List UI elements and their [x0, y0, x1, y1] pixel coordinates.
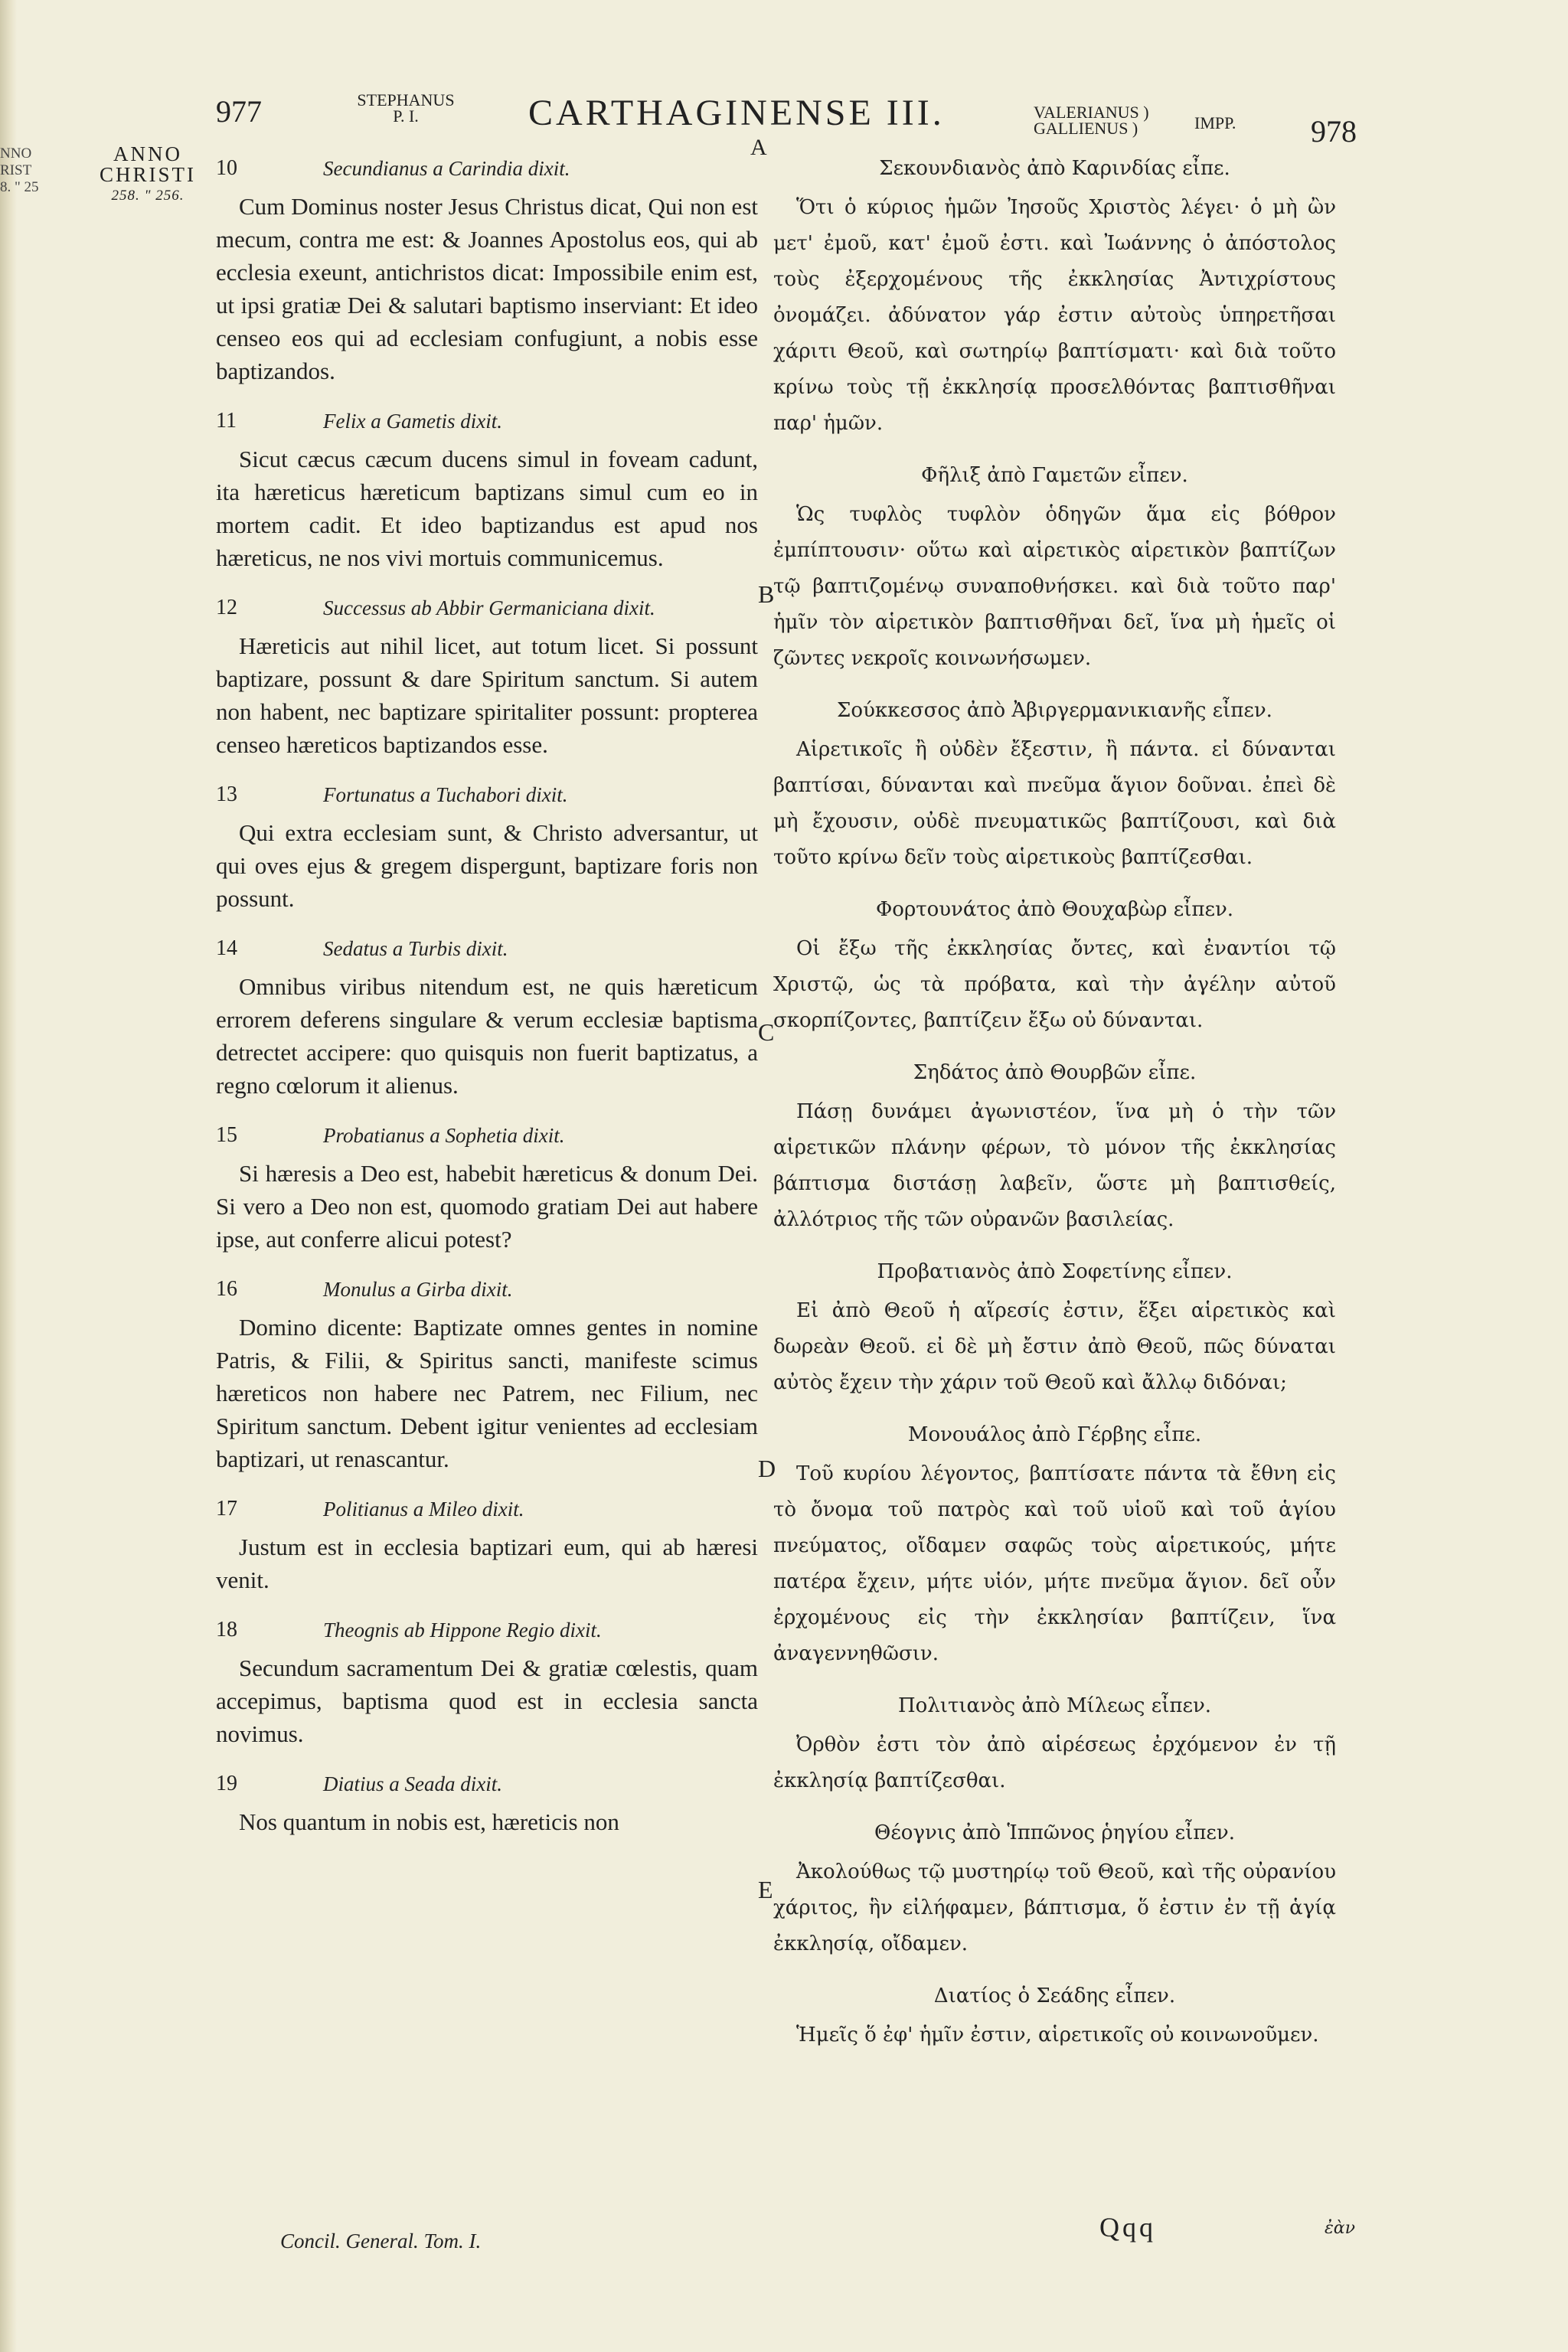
speaker-heading: Μονουάλος ἀπὸ Γέρβης εἶπε. — [907, 1423, 1202, 1446]
speaker-heading: Σούκκεσσος ἀπὸ Ἀβιργερμανικιανῆς εἶπεν. — [837, 699, 1272, 722]
greek-paragraph: Οἱ ἔξω τῆς ἐκκλησίας ὄντες, καὶ ἐναντίοι τῷ Χριστῷ, ὡς τὰ πρόβατα, καὶ τὴν ἀγέλην αὐτοῦ σκορπίζοντες, βαπτίζειν ἔξω οὐ δύνανται. — [773, 937, 1336, 1032]
speaker-heading: Θέογνις ἀπὸ Ἱππῶνος ῥηγίου εἶπεν. — [874, 1821, 1235, 1844]
margin-note-line: RIST — [0, 162, 32, 178]
section-body — [216, 1157, 758, 1256]
section-body — [216, 190, 758, 387]
section-body — [773, 1293, 1336, 1401]
section-heading — [773, 695, 1336, 726]
anno-line: ANNO — [113, 142, 182, 165]
greek-paragraph: Ὅτι ὁ κύριος ἡμῶν Ἰησοῦς Χριστὸς λέγει· ὁ μὴ ὢν μετ' ἐμοῦ, κατ' ἐμοῦ ἐστι. καὶ Ἰωάννης ὁ ἀπόστολος τοὺς ἐξερχομένους τῆς ἐκκλησίας Ἀντιχρίστους ὀνομάζει. ἀδύνατον γάρ ἐστιν αὐτοὺς ὑπηρετῆσαι χάριτι Θεοῦ, καὶ σωτηρίῳ βαπτίσματι· καὶ διὰ τοῦτο κρίνω τοὺς τῇ ἐκκλησίᾳ προσελθόντας βαπτισθῆναι παρ' ἡμῶν. — [773, 196, 1336, 435]
section-heading — [216, 1769, 758, 1799]
speaker-heading: Fortunatus a Tuchabori dixit. — [323, 783, 568, 806]
greek-section — [773, 1057, 1336, 1238]
margin-letter-e: E — [758, 1876, 773, 1903]
margin-note-line: 8. " 25 — [0, 179, 39, 195]
latin-section — [216, 1120, 758, 1256]
section-body — [773, 1456, 1336, 1672]
stephanus-label — [337, 92, 475, 124]
section-letter: A — [750, 135, 767, 160]
greek-paragraph: Ὀρθὸν ἐστι τὸν ἀπὸ αἱρέσεως ἐρχόμενον ἐν τῇ ἐκκλησίᾳ βαπτίζεσθαι. — [773, 1733, 1336, 1792]
section-heading — [216, 1120, 758, 1151]
section-body — [773, 931, 1336, 1039]
latin-section — [216, 779, 758, 915]
section-number: 18 — [216, 1618, 237, 1642]
speaker-heading: Felix a Gametis dixit. — [323, 410, 502, 433]
greek-column — [773, 153, 1336, 2072]
page-number-left: 977 — [216, 94, 262, 129]
section-heading — [773, 1419, 1336, 1450]
speaker-heading: Φορτουνάτος ἀπὸ Θουχαβὼρ εἶπεν. — [875, 898, 1234, 921]
catchword: ἐὰν — [1325, 2219, 1356, 2238]
latin-section — [216, 593, 758, 761]
section-number: 16 — [216, 1277, 237, 1301]
page-title: CARTHAGINENSE III. — [528, 93, 945, 133]
greek-paragraph: Ἡμεῖς ὅ ἐφ' ἡμῖν ἐστιν, αἱρετικοῖς οὐ κοινωνοῦμεν. — [796, 2024, 1319, 2047]
section-number: 15 — [216, 1123, 237, 1147]
greek-section — [773, 460, 1336, 677]
section-body — [216, 1311, 758, 1475]
section-body — [216, 1805, 758, 1838]
latin-paragraph: Hæreticis aut nihil licet, aut totum licet. Si possunt baptizare, possunt & dare Spiritum sanctum. Si autem non habent, nec baptizare spiritaliter possunt: propterea censeo hæreticos baptizandos esse. — [216, 632, 758, 758]
speaker-heading: Successus ab Abbir Germaniciana dixit. — [323, 596, 655, 619]
page-binding — [0, 0, 17, 2352]
speaker-heading: Diatius a Seada dixit. — [323, 1772, 502, 1795]
stephanus-sub: P. I. — [393, 106, 419, 126]
greek-paragraph: Αἱρετικοῖς ἢ οὐδὲν ἔξεστιν, ἢ πάντα. εἰ δύνανται βαπτίσαι, δύνανται καὶ πνεῦμα ἅγιον δοῦναι. ἐπεὶ δὲ μὴ ἔχουσιν, οὐδὲ πνευματικῶς βαπτίζουσι, καὶ διὰ τοῦτο κρίνω δεῖν τοὺς αἱρετικοὺς βαπτίζεσθαι. — [773, 738, 1336, 869]
greek-paragraph: Πάσῃ δυνάμει ἀγωνιστέον, ἵνα μὴ ὁ τὴν τῶν αἱρετικῶν πλάνην φέρων, τὸ μόνον τῆς ἐκκλησίας βάπτισμα διστάσῃ λαβεῖν, ὥστε μὴ βαπτισθείς, ἀλλότριος τῆς τῶν οὐρανῶν βασιλείας. — [773, 1100, 1336, 1231]
section-heading — [773, 894, 1336, 925]
margin-letter-c: C — [758, 1018, 775, 1046]
latin-section — [216, 1615, 758, 1750]
section-heading — [216, 593, 758, 623]
latin-column — [216, 153, 758, 1857]
section-body — [773, 2017, 1336, 2053]
latin-paragraph: Sicut cæcus cæcum ducens simul in foveam cadunt, ita hæreticus hæreticum baptizans simul cum eo in mortem cadit. Et ideo baptizandus est apud nos hæreticus, ne nos vivi mortuis communicemus. — [216, 446, 758, 571]
greek-paragraph: Τοῦ κυρίου λέγοντος, βαπτίσατε πάντα τὰ ἔθνη εἰς τὸ ὄνομα τοῦ πατρὸς καὶ τοῦ υἱοῦ καὶ τοῦ ἁγίου πνεύματος, οἴδαμεν σαφῶς τοὺς αἱρετικούς, μήτε πατέρα ἔχειν, μήτε υἱόν, μήτε πνεῦμα ἅγιον. δεῖ οὖν ἐρχομένους εἰς τὴν ἐκκλησίαν βαπτίζειν, ἵνα ἀναγεννηθῶσιν. — [773, 1462, 1336, 1665]
latin-paragraph: Qui extra ecclesiam sunt, & Christo adversantur, ut qui oves ejus & gregem dispergunt, baptizare foris non possunt. — [216, 819, 758, 912]
section-number: 19 — [216, 1772, 237, 1795]
emperor-line: VALERIANUS ) — [1034, 103, 1149, 122]
section-heading — [216, 1494, 758, 1524]
page-number-right: 978 — [1311, 114, 1357, 149]
section-heading — [216, 1274, 758, 1305]
emperors-label — [1034, 104, 1149, 136]
greek-section — [773, 1419, 1336, 1672]
section-body — [773, 1094, 1336, 1238]
section-heading — [773, 1057, 1336, 1088]
latin-section — [216, 1494, 758, 1596]
section-body — [773, 190, 1336, 442]
speaker-heading: Σεκουνδιανὸς ἀπὸ Καρινδίας εἶπε. — [879, 157, 1230, 180]
latin-section — [216, 933, 758, 1102]
section-heading — [773, 1818, 1336, 1848]
speaker-heading: Σηδάτος ἀπὸ Θουρβῶν εἶπε. — [913, 1061, 1197, 1084]
speaker-heading: Monulus a Girba dixit. — [323, 1278, 513, 1301]
speaker-heading: Πολιτιανὸς ἀπὸ Μίλεως εἶπεν. — [897, 1694, 1212, 1717]
speaker-heading: Sedatus a Turbis dixit. — [323, 937, 508, 960]
section-number: 14 — [216, 936, 237, 960]
latin-paragraph: Secundum sacramentum Dei & gratiæ cœlestis, quam accepimus, baptisma quod est in ecclesia sancta novimus. — [216, 1655, 758, 1747]
section-number: 11 — [216, 409, 237, 433]
greek-section — [773, 1818, 1336, 1962]
margin-letter-b: B — [758, 580, 775, 608]
section-body — [216, 443, 758, 574]
latin-paragraph: Domino dicente: Baptizate omnes gentes in nomine Patris, & Filii, & Spiritus sancti, manifeste scimus hæreticos non habere nec Patrem, nec Filium, nec Spiritum sanctum. Debent igitur venientes ad ecclesiam baptizari, ut renascantur. — [216, 1314, 758, 1472]
speaker-heading: Φῆλιξ ἀπὸ Γαμετῶν εἶπεν. — [921, 464, 1188, 487]
impp-label: IMPP. — [1194, 113, 1236, 132]
stephanus-name: STEPHANUS — [357, 90, 455, 109]
latin-section — [216, 406, 758, 574]
section-body — [216, 816, 758, 915]
section-heading — [773, 153, 1336, 184]
speaker-heading: Προβατιανὸς ἀπὸ Σοφετίνης εἶπεν. — [877, 1260, 1233, 1283]
section-body — [773, 732, 1336, 876]
greek-paragraph: Ἀκολούθως τῷ μυστηρίῳ τοῦ Θεοῦ, καὶ τῆς οὐρανίου χάριτος, ἣν εἰλήφαμεν, βάπτισμα, ὅ ἐστιν ἐν τῇ ἁγίᾳ ἐκκλησίᾳ, οἴδαμεν. — [773, 1860, 1336, 1955]
latin-section — [216, 1274, 758, 1475]
section-number: 17 — [216, 1497, 237, 1521]
section-heading — [216, 1615, 758, 1645]
anno-years: 258. " 256. — [111, 188, 185, 204]
greek-section — [773, 1690, 1336, 1799]
greek-section — [773, 894, 1336, 1039]
greek-paragraph: Ὡς τυφλὸς τυφλὸν ὁδηγῶν ἅμα εἰς βόθρον ἐμπίπτουσιν· οὕτω καὶ αἱρετικὸς αἱρετικὸν βαπτίζων τῷ βαπτιζομένῳ συναποθνήσκει. καὶ διὰ τοῦτο παρ' ἡμῖν τὸν αἱρετικὸν βαπτισθῆναι δεῖ, ἵνα μὴ ἡμεῖς οἱ ζῶντες νεκροῖς κοινωνήσωμεν. — [773, 503, 1336, 670]
anno-christi — [90, 144, 205, 206]
section-heading — [216, 153, 758, 184]
section-body — [216, 629, 758, 761]
section-heading — [216, 779, 758, 810]
margin-letter-d: D — [758, 1455, 776, 1482]
margin-note-line: NNO — [0, 145, 32, 162]
latin-paragraph: Nos quantum in nobis est, hæreticis non — [239, 1808, 619, 1835]
latin-section — [216, 1769, 758, 1838]
section-body — [216, 1651, 758, 1750]
emperor-line: GALLIENUS ) — [1034, 119, 1138, 138]
section-heading — [773, 1981, 1336, 2011]
greek-paragraph: Εἰ ἀπὸ Θεοῦ ἡ αἵρεσίς ἐστιν, ἕξει αἱρετικὸς καὶ δωρεὰν Θεοῦ. εἰ δὲ μὴ ἔστιν ἀπὸ Θεοῦ, πῶς δύναται αὐτὸς ἔχειν τὴν χάριν τοῦ Θεοῦ καὶ ἄλλῳ διδόναι; — [773, 1299, 1336, 1394]
section-heading — [773, 1690, 1336, 1721]
section-number: 10 — [216, 156, 237, 180]
speaker-heading: Secundianus a Carindia dixit. — [323, 157, 570, 180]
section-heading — [216, 406, 758, 436]
section-body — [216, 1530, 758, 1596]
section-body — [773, 1727, 1336, 1799]
speaker-heading: Probatianus a Sophetia dixit. — [323, 1124, 565, 1147]
speaker-heading: Politianus a Mileo dixit. — [323, 1498, 524, 1521]
section-heading — [773, 1256, 1336, 1287]
latin-paragraph: Si hæresis a Deo est, habebit hæreticus & donum Dei. Si vero a Deo non est, quomodo gratiam Dei aut habere ipse, aut conferre alicui potest? — [216, 1160, 758, 1253]
greek-section — [773, 1981, 1336, 2053]
latin-section — [216, 153, 758, 387]
section-body — [216, 970, 758, 1102]
latin-paragraph: Cum Dominus noster Jesus Christus dicat, Qui non est mecum, contra me est: & Joannes Apostolus eos, qui ab ecclesia exeunt, antichristos dicat: Impossibile enim est, ut ipsi gratiæ Dei & salutari baptismo inserviant: Et ideo censeo eos qui ad ecclesiam confugiunt, a nobis esse baptizandos. — [216, 193, 758, 384]
section-heading — [773, 460, 1336, 491]
greek-section — [773, 695, 1336, 876]
speaker-heading: Theognis ab Hippone Regio dixit. — [323, 1619, 602, 1642]
anno-line: CHRISTI — [99, 163, 196, 186]
greek-section — [773, 1256, 1336, 1401]
section-number: 13 — [216, 782, 237, 806]
signature-mark: Qqq — [1099, 2212, 1156, 2243]
speaker-heading: Διατίος ὁ Σεάδης εἶπεν. — [933, 1984, 1176, 2007]
section-body — [773, 1854, 1336, 1962]
section-body — [773, 497, 1336, 677]
section-number: 12 — [216, 596, 237, 619]
section-heading — [216, 933, 758, 964]
footer-reference: Concil. General. Tom. I. — [280, 2230, 482, 2252]
latin-paragraph: Omnibus viribus nitendum est, ne quis hæreticum errorem deferens singulare & verum ecclesiæ baptisma detrectet accipere: quo quisquis non fuerit baptizatus, a regno cœlorum it alienus. — [216, 973, 758, 1099]
latin-paragraph: Justum est in ecclesia baptizari eum, qui ab hæresi venit. — [216, 1534, 758, 1593]
greek-section — [773, 153, 1336, 442]
